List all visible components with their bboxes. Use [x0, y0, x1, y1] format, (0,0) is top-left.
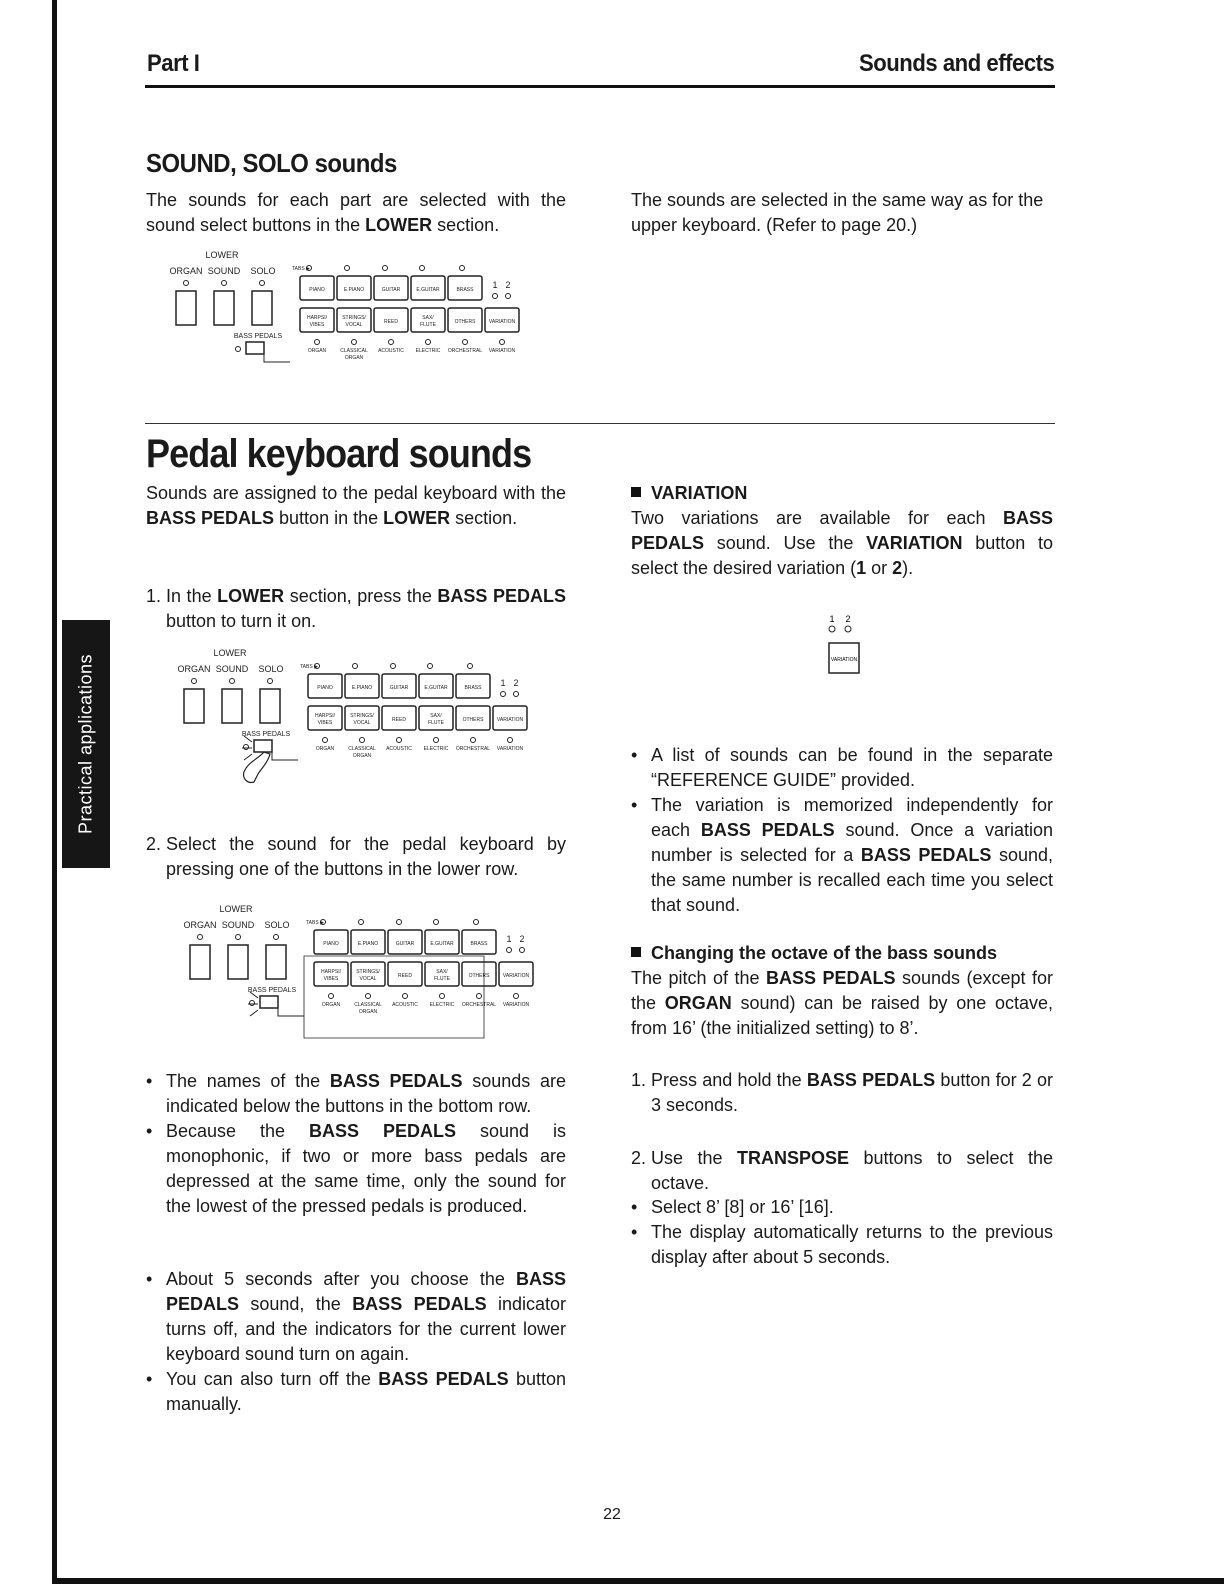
octave-step-1 — [631, 1068, 1053, 1118]
variation-led — [493, 294, 498, 299]
light-rays-icon — [248, 992, 258, 1016]
octave-step-2 — [631, 1146, 1053, 1196]
organ-label: ORGAN — [178, 664, 211, 674]
pedal-led — [352, 340, 357, 345]
pedal-name: ELECTRIC — [423, 746, 449, 752]
sound-label: SOUND — [207, 266, 241, 276]
bass-pedals-button — [246, 342, 264, 354]
sound-button-bottom-label: SAX/ — [430, 713, 442, 719]
header-rule — [145, 85, 1055, 88]
solo-label: SOLO — [250, 266, 276, 276]
page-border-left — [52, 0, 57, 1584]
step-1-number: 1. — [146, 586, 162, 606]
sound-button-top-label: GUITAR — [381, 287, 401, 293]
tab-led — [468, 664, 473, 669]
step-2-text: Select the sound for the pedal keyboard by pressing one of the buttons in the lower row. — [166, 834, 566, 879]
sound-button-bottom-label-2: VOCAL — [353, 720, 371, 726]
part-led — [198, 935, 203, 940]
sound-button-bottom-label-2: VIBES — [323, 976, 339, 982]
sound-button-bottom-label-2: VIBES — [317, 720, 333, 726]
part-button — [228, 945, 248, 979]
sound-button-bottom-label: VARIATION — [488, 319, 516, 325]
tab-led — [474, 920, 479, 925]
pedal-name: VARIATION — [496, 746, 524, 752]
sound-button-bottom-label: STRINGS/ — [350, 713, 374, 719]
bass-pedals-connector — [278, 1004, 304, 1016]
part-button — [184, 689, 204, 723]
pedal-led — [366, 994, 371, 999]
pedal-led — [434, 738, 439, 743]
sound-button-top-label: PIANO — [309, 287, 325, 293]
part-led — [236, 935, 241, 940]
sound-button-bottom-label-2: VOCAL — [359, 976, 377, 982]
sound-button-bottom-label-2: FLUTE — [428, 720, 444, 726]
tab-led — [397, 920, 402, 925]
variation-button-label: VARIATION — [830, 657, 858, 663]
tabs-label: TABS ▶ — [300, 664, 318, 670]
sound-label: SOUND — [215, 664, 249, 674]
part-led — [222, 281, 227, 286]
lower-label: LOWER — [213, 648, 247, 658]
tabs-label: TABS ▶ — [306, 920, 324, 926]
sound-button-bottom-label: REED — [398, 973, 412, 979]
variation-heading — [631, 481, 1053, 506]
panel-diagram-1 — [170, 246, 540, 391]
bullet-item: • Because the BASS PEDALS sound is monophonic, if two or more bass pedals are depressed at the same time, only the sound for the lowest of the pressed pedals is produced. — [146, 1119, 566, 1219]
section1-left-text: The sounds for each part are selected with the sound select buttons in the LOWER section. — [146, 190, 566, 235]
tab-led — [353, 664, 358, 669]
bass-pedals-led — [236, 347, 241, 352]
octave-step-2-text: Use the TRANSPOSE buttons to select the octave. — [651, 1148, 1053, 1193]
part-button — [252, 291, 272, 325]
sound-button-bottom-label-2: FLUTE — [434, 976, 450, 982]
sound-button-bottom-label: REED — [392, 717, 406, 723]
page-border-bottom — [52, 1578, 1224, 1584]
part-button — [214, 291, 234, 325]
variation-text: Two variations are available for each BASS PEDALS sound. Use the VARIATION button to select the desired variation (1 or 2). — [631, 508, 1053, 578]
pedal-led — [315, 340, 320, 345]
pedal-name-2: ORGAN — [352, 753, 372, 759]
pedal-led — [323, 738, 328, 743]
variation-num-1: 1 — [506, 934, 512, 944]
variation-led-2 — [845, 626, 851, 632]
bullet-item: • About 5 seconds after you choose the BASS PEDALS sound, the BASS PEDALS indicator turns off, and the indicators for the current lower keyboard sound turn on again. — [146, 1267, 566, 1367]
pedal-led — [329, 994, 334, 999]
bullet-item: • The variation is memorized independently for each BASS PEDALS sound. Once a variation number is selected for a BASS PEDALS sound, the same number is recalled each time you select that sound. — [631, 793, 1053, 918]
variation-led — [506, 294, 511, 299]
panel-svg — [170, 246, 540, 386]
tab-led — [383, 266, 388, 271]
octave-heading — [631, 941, 1053, 966]
sound-button-bottom-label: VARIATION — [502, 973, 530, 979]
pedal-name: CLASSICAL — [348, 746, 376, 752]
octave-bullets — [631, 1195, 1053, 1270]
variation-led — [507, 948, 512, 953]
organ-label: ORGAN — [184, 920, 217, 930]
sound-button-bottom-label-2: VOCAL — [345, 322, 363, 328]
variation-num-2: 2 — [505, 280, 511, 290]
pedal-led — [500, 340, 505, 345]
square-bullet-icon — [631, 947, 641, 957]
sound-button-bottom-label: HARPSI/ — [314, 713, 336, 719]
side-tab — [62, 620, 110, 868]
sound-label: SOUND — [221, 920, 255, 930]
section2-intro: Sounds are assigned to the pedal keyboard with the BASS PEDALS button in the LOWER section. — [146, 483, 566, 528]
sound-button-top-label: GUITAR — [389, 685, 409, 691]
sound-button-bottom-label-2: FLUTE — [420, 322, 436, 328]
pedal-led — [360, 738, 365, 743]
sound-button-bottom-label: REED — [384, 319, 398, 325]
tab-led — [391, 664, 396, 669]
sound-button-top-label: BRASS — [470, 941, 488, 947]
sound-button-top-label: GUITAR — [395, 941, 415, 947]
pedal-led — [471, 738, 476, 743]
bass-pedals-led — [250, 1001, 255, 1006]
bass-pedals-connector — [264, 350, 290, 362]
part-button — [222, 689, 242, 723]
panel-diagram-3 — [184, 900, 554, 1045]
sound-button-bottom-label: SAX/ — [422, 315, 434, 321]
sound-button-bottom-label: STRINGS/ — [342, 315, 366, 321]
pedal-led — [508, 738, 513, 743]
solo-label: SOLO — [258, 664, 284, 674]
variation-heading-text: VARIATION — [651, 483, 748, 503]
section-title-sound-solo: SOUND, SOLO sounds — [146, 148, 397, 178]
pedal-name: ACOUSTIC — [378, 348, 404, 354]
pedal-led — [477, 994, 482, 999]
variation-led — [514, 692, 519, 697]
sound-button-top-label: BRASS — [464, 685, 482, 691]
tab-led — [428, 664, 433, 669]
part-led — [268, 679, 273, 684]
sound-button-top-label: E.PIANO — [357, 941, 379, 947]
bullet-item: • You can also turn off the BASS PEDALS button manually. — [146, 1367, 566, 1417]
panel-svg — [178, 644, 548, 784]
sound-button-bottom-label: SAX/ — [436, 969, 448, 975]
pedal-name: ORGAN — [315, 746, 335, 752]
pedal-name-2: ORGAN — [344, 355, 364, 361]
header-part-label: Part I — [147, 50, 200, 77]
part-led — [184, 281, 189, 286]
pedal-led — [440, 994, 445, 999]
pedal-name: ORGAN — [321, 1002, 341, 1008]
tab-led — [345, 266, 350, 271]
octave-heading-text: Changing the octave of the bass sounds — [651, 943, 998, 963]
pedal-name: ELECTRIC — [429, 1002, 455, 1008]
part-led — [192, 679, 197, 684]
bass-pedals-label: BASS PEDALS — [247, 987, 297, 994]
variation-button-diagram — [818, 610, 868, 680]
sound-button-top-label: PIANO — [317, 685, 333, 691]
bullet-item: • The display automatically returns to the previous display after about 5 seconds. — [631, 1220, 1053, 1270]
sound-button-bottom-label: HARPSI/ — [320, 969, 342, 975]
tab-led — [420, 266, 425, 271]
sound-button-bottom-label: STRINGS/ — [356, 969, 380, 975]
section-divider — [145, 423, 1055, 424]
variation-num-2: 2 — [519, 934, 525, 944]
sound-button-top-label: E.PIANO — [343, 287, 365, 293]
variation-num-1: 1 — [500, 678, 506, 688]
bullet-item: • Select 8’ [8] or 16’ [16]. — [631, 1195, 1053, 1220]
pedal-name: ORCHESTRAL — [455, 746, 491, 752]
part-button — [260, 689, 280, 723]
light-rays-icon — [242, 736, 252, 760]
panel-svg — [184, 900, 554, 1040]
part-button — [176, 291, 196, 325]
page-number: 22 — [603, 1506, 621, 1523]
side-tab-label: Practical applications — [75, 653, 96, 835]
square-bullet-icon — [631, 487, 641, 497]
pedal-name: CLASSICAL — [340, 348, 368, 354]
pedal-name: VARIATION — [502, 1002, 530, 1008]
part-led — [274, 935, 279, 940]
pedal-led — [463, 340, 468, 345]
pedal-name: VARIATION — [488, 348, 516, 354]
solo-label: SOLO — [264, 920, 290, 930]
bass-pedals-connector — [272, 748, 298, 760]
bullet-item: • A list of sounds can be found in the separate “REFERENCE GUIDE” provided. — [631, 743, 1053, 793]
header-section-title: Sounds and effects — [858, 50, 1054, 77]
bullet-item: • The names of the BASS PEDALS sounds are indicated below the buttons in the bottom row. — [146, 1069, 566, 1119]
sound-button-top-label: E.GUITAR — [424, 685, 448, 691]
pedal-name: ELECTRIC — [415, 348, 441, 354]
pedal-name: CLASSICAL — [354, 1002, 382, 1008]
sound-button-bottom-label: OTHERS — [454, 319, 476, 325]
section1-right-text: The sounds are selected in the same way as for the upper keyboard. (Refer to page 20.) — [631, 190, 1044, 235]
bass-pedals-label: BASS PEDALS — [233, 333, 283, 340]
bullet-list-b — [146, 1267, 566, 1417]
pedal-name-2: ORGAN — [358, 1009, 378, 1015]
lower-label: LOWER — [219, 904, 253, 914]
step-1-text: In the LOWER section, press the BASS PEDALS button to turn it on. — [166, 586, 566, 631]
variation-led-1 — [829, 626, 835, 632]
tab-led — [359, 920, 364, 925]
bass-pedals-led — [244, 745, 249, 750]
part-button — [266, 945, 286, 979]
octave-step-2-number: 2. — [631, 1148, 647, 1168]
octave-step-1-text: Press and hold the BASS PEDALS button for 2 or 3 seconds. — [651, 1070, 1054, 1115]
sound-button-top-label: PIANO — [323, 941, 339, 947]
variation-num-2: 2 — [845, 614, 851, 624]
sound-button-top-label: E.PIANO — [351, 685, 373, 691]
variation-num-1: 1 — [829, 614, 835, 624]
pedal-name: ACOUSTIC — [386, 746, 412, 752]
variation-bullets — [631, 743, 1053, 918]
pedal-led — [403, 994, 408, 999]
sound-button-top-label: BRASS — [456, 287, 474, 293]
tab-led — [460, 266, 465, 271]
variation-led — [520, 948, 525, 953]
section-title-pedal-keyboard: Pedal keyboard sounds — [146, 432, 532, 476]
pressing-finger-icon — [244, 752, 270, 782]
part-led — [260, 281, 265, 286]
panel-diagram-2 — [178, 644, 548, 789]
pedal-led — [389, 340, 394, 345]
pedal-led — [514, 994, 519, 999]
tabs-label: TABS ▶ — [292, 266, 310, 272]
variation-num-2: 2 — [513, 678, 519, 688]
part-led — [230, 679, 235, 684]
step-1 — [146, 584, 566, 634]
organ-label: ORGAN — [170, 266, 203, 276]
pedal-name: ORGAN — [307, 348, 327, 354]
step-2 — [146, 832, 566, 882]
variation-led — [501, 692, 506, 697]
pedal-led — [426, 340, 431, 345]
sound-button-top-label: E.GUITAR — [416, 287, 440, 293]
pedal-name: ACOUSTIC — [392, 1002, 418, 1008]
step-2-number: 2. — [146, 834, 162, 854]
pedal-name: ORCHESTRAL — [447, 348, 483, 354]
sound-button-bottom-label: HARPSI/ — [306, 315, 328, 321]
pedal-name: ORCHESTRAL — [461, 1002, 497, 1008]
tab-led — [434, 920, 439, 925]
sound-button-bottom-label: VARIATION — [496, 717, 524, 723]
sound-button-bottom-label-2: VIBES — [309, 322, 325, 328]
lower-label: LOWER — [205, 250, 239, 260]
octave-text: The pitch of the BASS PEDALS sounds (except for the ORGAN sound) can be raised by one octave, from 16’ (the initialized setting) to 8’. — [631, 968, 1053, 1038]
sound-button-bottom-label: OTHERS — [468, 973, 490, 979]
bass-pedals-button — [254, 740, 272, 752]
part-button — [190, 945, 210, 979]
sound-button-bottom-label: OTHERS — [462, 717, 484, 723]
bass-pedals-button — [260, 996, 278, 1008]
bullet-list-a — [146, 1069, 566, 1219]
sound-button-top-label: E.GUITAR — [430, 941, 454, 947]
octave-step-1-number: 1. — [631, 1070, 647, 1090]
pedal-led — [397, 738, 402, 743]
variation-num-1: 1 — [492, 280, 498, 290]
bass-pedals-label: BASS PEDALS — [241, 731, 291, 738]
